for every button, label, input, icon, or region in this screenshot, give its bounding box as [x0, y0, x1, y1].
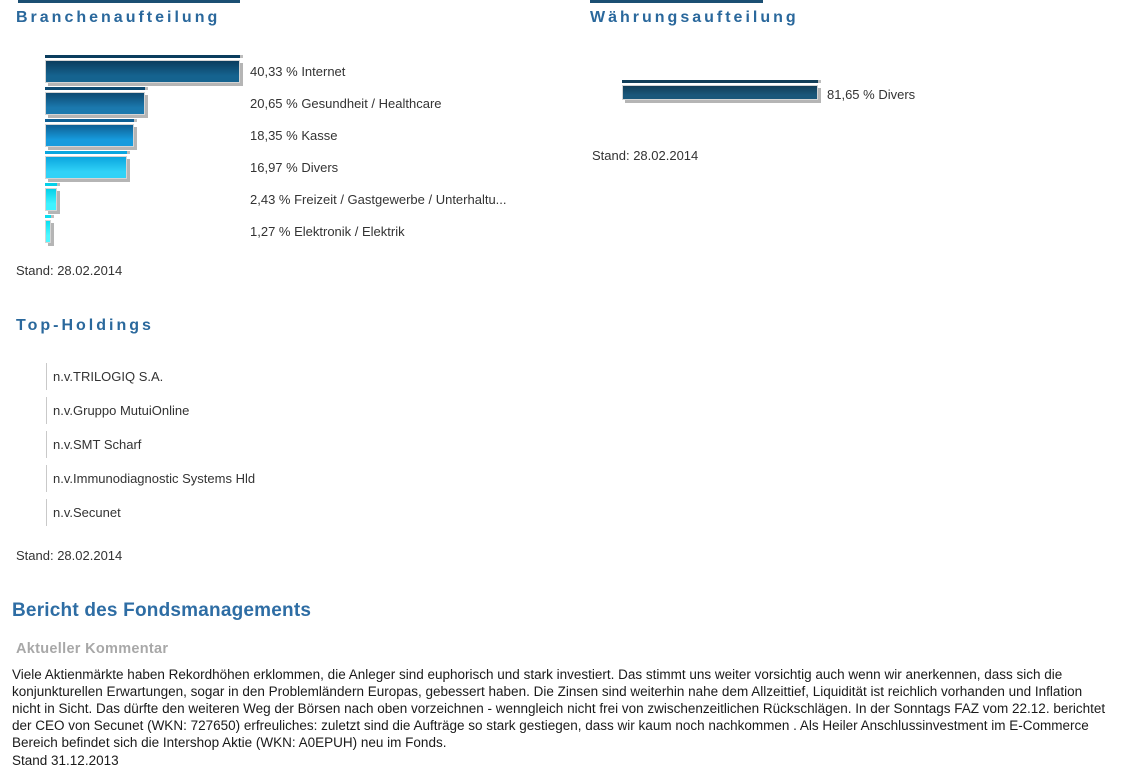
- holding-weight: n.v.: [53, 471, 73, 486]
- branchen-section-title: Branchenaufteilung: [16, 9, 221, 26]
- report-paragraph: Viele Aktienmärkte haben Rekordhöhen erklommen, die Anleger sind euphorisch und stark investiert. Das stimmt uns weiter vorsichtig auch wenn wir anerkennen, dass sich die konjunkturellen Erwartungen, sogar in den Problemländern Europas, gebessert haben. Die Zinsen sind weiterhin nahe dem Allzeittief, Liquidität ist reichlich vorhanden und Inflation nicht in Sicht. Das dürfte den weiteren Weg der Börsen nach oben vorzeichnen - wenngleich nicht frei von zwischenzeitlichen Rückschlägen. In der Sonntags FAZ vom 22.12. berichtet der CEO von Secunet (WKN: 727650) erfreuliches: zuletzt sind die Aufträge so stark gestiegen, dass wir kaum noch nachkommen . Als Heiler Anschlussinvestment im E-Commerce Bereich befindet sich die Intershop Aktie (WKN: A0EPUH) neu im Fonds.: [12, 667, 1106, 750]
- bar-row: [45, 55, 945, 83]
- bar-top-edge: [45, 215, 51, 218]
- holding-row: [46, 465, 496, 492]
- bar-top-edge: [45, 55, 240, 58]
- holding-weight: n.v.: [53, 403, 73, 418]
- bar-row: [45, 151, 945, 179]
- holding-name: TRILOGIQ S.A.: [73, 369, 164, 384]
- bar-divers-currency: [622, 85, 818, 100]
- waehrung-stand-date: Stand: 28.02.2014: [592, 148, 699, 163]
- report-section-title: Bericht des Fondsmanagements: [12, 600, 312, 621]
- holding-row: [46, 499, 496, 526]
- bar-row: [45, 215, 945, 243]
- bar-internet: [45, 60, 240, 83]
- holding-row: [46, 431, 496, 458]
- bar-label: 81,65 % Divers: [827, 87, 916, 102]
- bar-row: [45, 183, 945, 211]
- bar-top-edge: [45, 151, 127, 154]
- holding-name: Gruppo MutuiOnline: [73, 403, 190, 418]
- bar-top-edge: [622, 80, 818, 83]
- holding-name: Secunet: [73, 505, 121, 520]
- bar-divers: [45, 156, 127, 179]
- holding-row: [46, 363, 496, 390]
- holding-weight: n.v.: [53, 437, 73, 452]
- bar-freizeit: [45, 188, 57, 211]
- holdings-section-title: Top-Holdings: [16, 317, 154, 334]
- bar-row: [622, 80, 1122, 108]
- holding-name: SMT Scharf: [73, 437, 142, 452]
- waehrung-section-title: Währungsaufteilung: [590, 9, 799, 26]
- bar-label: 40,33 % Internet: [250, 64, 346, 79]
- bar-label: 1,27 % Elektronik / Elektrik: [250, 224, 405, 239]
- cropped-top-strip-right: [590, 0, 763, 3]
- bar-label: 2,43 % Freizeit / Gastgewerbe / Unterhaltu...: [250, 192, 507, 207]
- bar-row: [45, 119, 945, 147]
- bar-label: 18,35 % Kasse: [250, 128, 338, 143]
- bar-label: 20,65 % Gesundheit / Healthcare: [250, 96, 442, 111]
- bar-top-edge: [45, 119, 134, 122]
- report-subheading: Aktueller Kommentar: [16, 641, 169, 657]
- holding-weight: n.v.: [53, 369, 73, 384]
- report-stand-date: Stand 31.12.2013: [12, 753, 119, 768]
- holding-name: Immunodiagnostic Systems Hld: [73, 471, 256, 486]
- branchen-stand-date: Stand: 28.02.2014: [16, 263, 123, 278]
- bar-label: 16,97 % Divers: [250, 160, 339, 175]
- bar-kasse: [45, 124, 134, 147]
- holdings-stand-date: Stand: 28.02.2014: [16, 548, 123, 563]
- bar-elektronik: [45, 220, 51, 243]
- bar-top-edge: [45, 87, 145, 90]
- holding-weight: n.v.: [53, 505, 73, 520]
- holding-row: [46, 397, 496, 424]
- cropped-top-strip-left: [18, 0, 240, 3]
- bar-top-edge: [45, 183, 57, 186]
- bar-gesundheit: [45, 92, 145, 115]
